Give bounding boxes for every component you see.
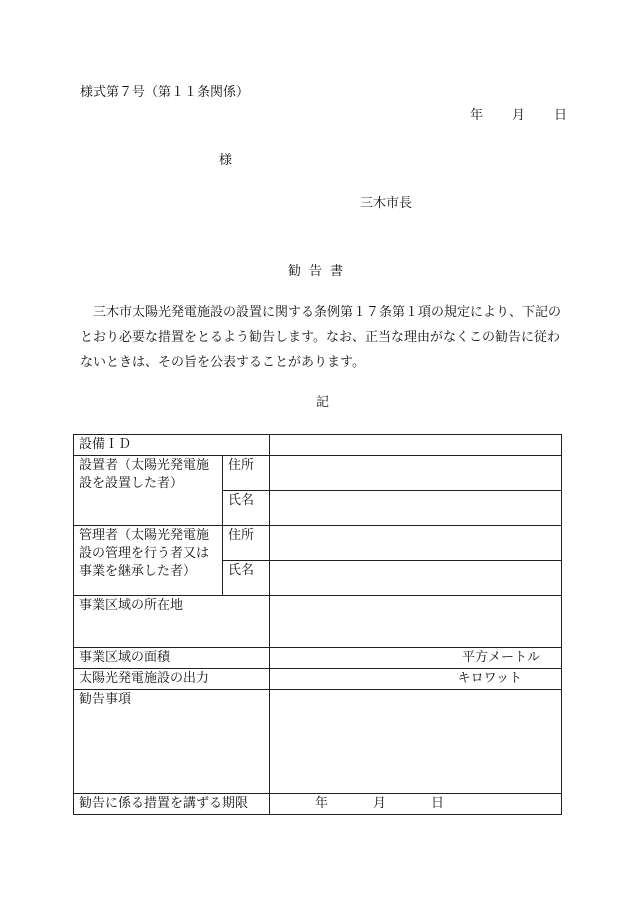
recommendation-items-value bbox=[270, 690, 562, 794]
area-label: 事業区域の面積 bbox=[74, 648, 270, 669]
addressee-suffix: 様 bbox=[219, 153, 233, 168]
area-value bbox=[270, 648, 562, 669]
installer-label: 設置者（太陽光発電施設を設置した者） bbox=[74, 456, 223, 526]
sender-name: 三木市長 bbox=[360, 196, 413, 211]
manager-address-label: 住所 bbox=[223, 526, 270, 561]
deadline-value bbox=[270, 794, 562, 815]
output-value bbox=[270, 669, 562, 690]
deadline-label: 勧告に係る措置を講ずる期限 bbox=[74, 794, 270, 815]
manager-address-value bbox=[270, 526, 562, 561]
output-label: 太陽光発電施設の出力 bbox=[74, 669, 270, 690]
manager-name-label: 氏名 bbox=[223, 561, 270, 596]
body-paragraph bbox=[80, 300, 567, 375]
area-unit: 平方メートル bbox=[462, 650, 541, 665]
deadline-year: 年 bbox=[315, 796, 329, 811]
installer-address-label: 住所 bbox=[223, 456, 270, 491]
manager-label: 管理者（太陽光発電施設の管理を行う者又は事業を継承した者） bbox=[74, 526, 223, 596]
equipment-id-value bbox=[270, 435, 562, 456]
body-text: 三木市太陽光発電施設の設置に関する条例第１７条第１項の規定により、下記のとおり必要な措置をとるよう勧告します。なお、正当な理由がなくこの勧告に従わないときは、その旨を公表することがあります。 bbox=[80, 305, 562, 370]
location-value bbox=[270, 596, 562, 648]
details-table bbox=[73, 434, 562, 815]
location-label: 事業区域の所在地 bbox=[74, 596, 270, 648]
document-title: 勧告書 bbox=[288, 264, 352, 279]
form-number-label: 様式第７号（第１１条関係） bbox=[80, 85, 250, 100]
installer-name-value bbox=[270, 491, 562, 526]
deadline-day: 日 bbox=[431, 796, 445, 811]
installer-address-value bbox=[270, 456, 562, 491]
recommendation-items-label: 勧告事項 bbox=[74, 690, 270, 794]
installer-name-label: 氏名 bbox=[223, 491, 270, 526]
ki-heading: 記 bbox=[316, 395, 330, 410]
date-month: 月 bbox=[512, 108, 526, 123]
equipment-id-label: 設備ＩＤ bbox=[74, 435, 270, 456]
date-day: 日 bbox=[554, 108, 568, 123]
manager-name-value bbox=[270, 561, 562, 596]
deadline-month: 月 bbox=[373, 796, 387, 811]
issue-date bbox=[470, 104, 567, 123]
date-year: 年 bbox=[470, 108, 484, 123]
output-unit: キロワット bbox=[457, 671, 523, 686]
